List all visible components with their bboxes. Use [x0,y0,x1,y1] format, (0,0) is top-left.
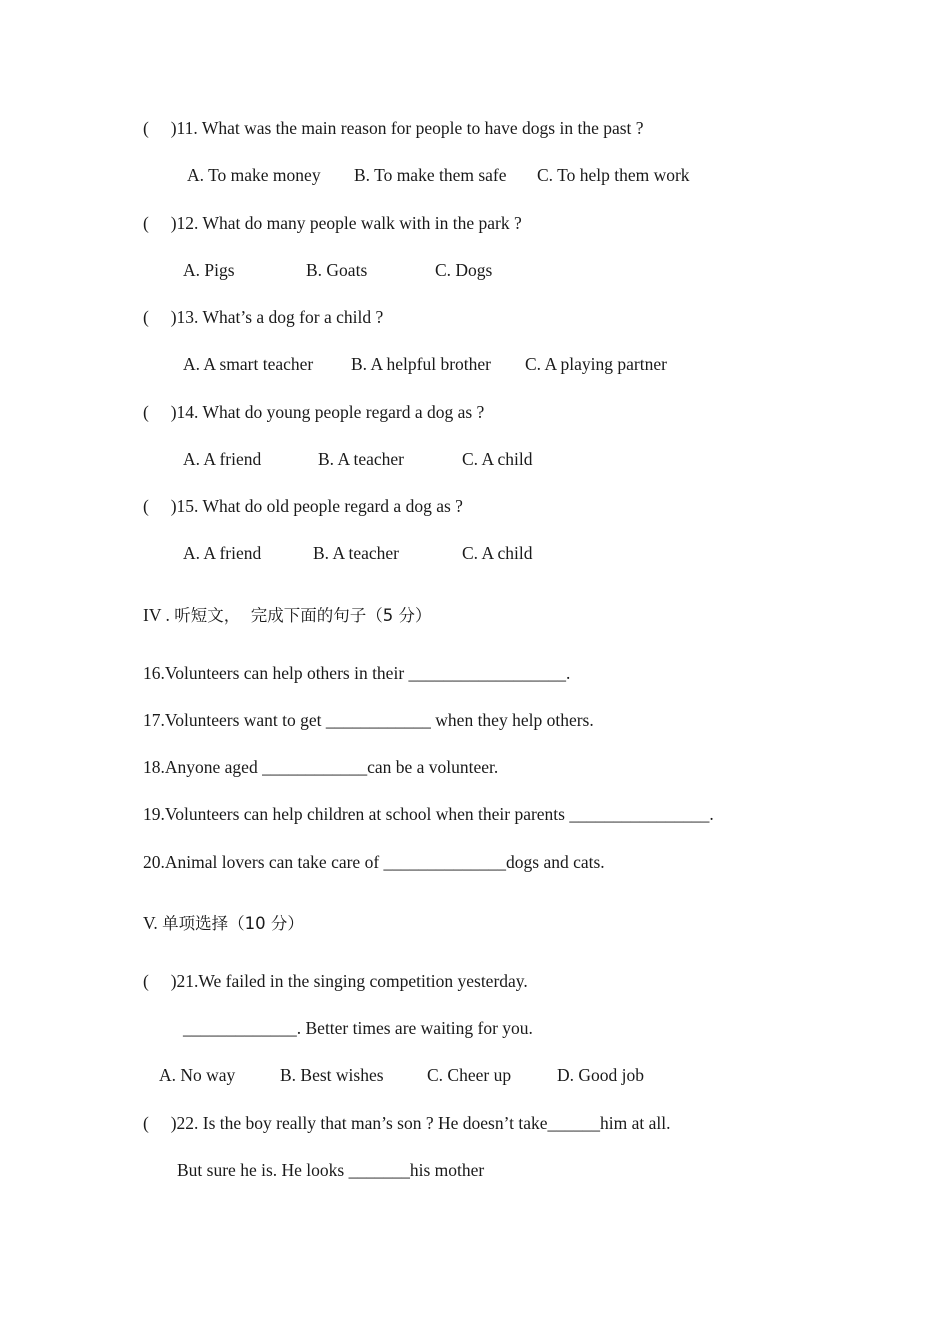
option-a: A. Pigs [183,260,235,280]
option-a: A. To make money [187,165,321,185]
sentence-19: 19.Volunteers can help children at school when their parents ________________. [143,804,714,824]
question-22-text: ( )22. Is the boy really that man’s son ? He doesn’t take______him at all. [143,1113,671,1133]
question-22-line2: But sure he is. He looks _______his mother [177,1160,485,1180]
option-c: C. Cheer up [427,1065,512,1085]
section-5-roman: V. [143,913,158,933]
option-c: C. To help them work [537,165,690,185]
sentence-17: 17.Volunteers want to get ____________ when they help others. [143,710,594,730]
option-b: B. Goats [306,260,368,280]
option-a: A. A friend [183,449,262,469]
option-c: C. Dogs [435,260,493,280]
option-c: C. A child [462,543,533,563]
section-4-heading [143,604,432,627]
question-13-text: ( )13. What’s a dog for a child ? [143,307,384,327]
sentence-16: 16.Volunteers can help others in their __________________. [143,663,571,683]
option-b: B. A helpful brother [351,354,491,374]
option-c: C. A child [462,449,533,469]
option-a: A. No way [159,1065,236,1085]
question-11-text: ( )11. What was the main reason for people to have dogs in the past ? [143,118,644,138]
section-4-title: 听短文， 完成下面的句子（5 分） [174,606,432,625]
question-12-text: ( )12. What do many people walk with in the park ? [143,213,522,233]
option-c: C. A playing partner [525,354,667,374]
option-b: B. A teacher [313,543,400,563]
option-b: B. A teacher [318,449,405,469]
section-4-roman: IV . [143,605,170,625]
option-d: D. Good job [557,1065,645,1085]
option-b: B. To make them safe [354,165,507,185]
question-14-text: ( )14. What do young people regard a dog as ? [143,402,485,422]
option-b: B. Best wishes [280,1065,384,1085]
sentence-20: 20.Animal lovers can take care of ______________dogs and cats. [143,852,605,872]
section-5-heading [143,912,304,935]
sentence-18: 18.Anyone aged ____________can be a volunteer. [143,757,499,777]
option-a: A. A smart teacher [183,354,314,374]
question-21-text: ( )21.We failed in the singing competition yesterday. [143,971,528,991]
question-21-line2: _____________. Better times are waiting for you. [183,1018,533,1038]
section-5-title: 单项选择（10 分） [162,914,304,933]
option-a: A. A friend [183,543,262,563]
question-15-text: ( )15. What do old people regard a dog as ? [143,496,463,516]
